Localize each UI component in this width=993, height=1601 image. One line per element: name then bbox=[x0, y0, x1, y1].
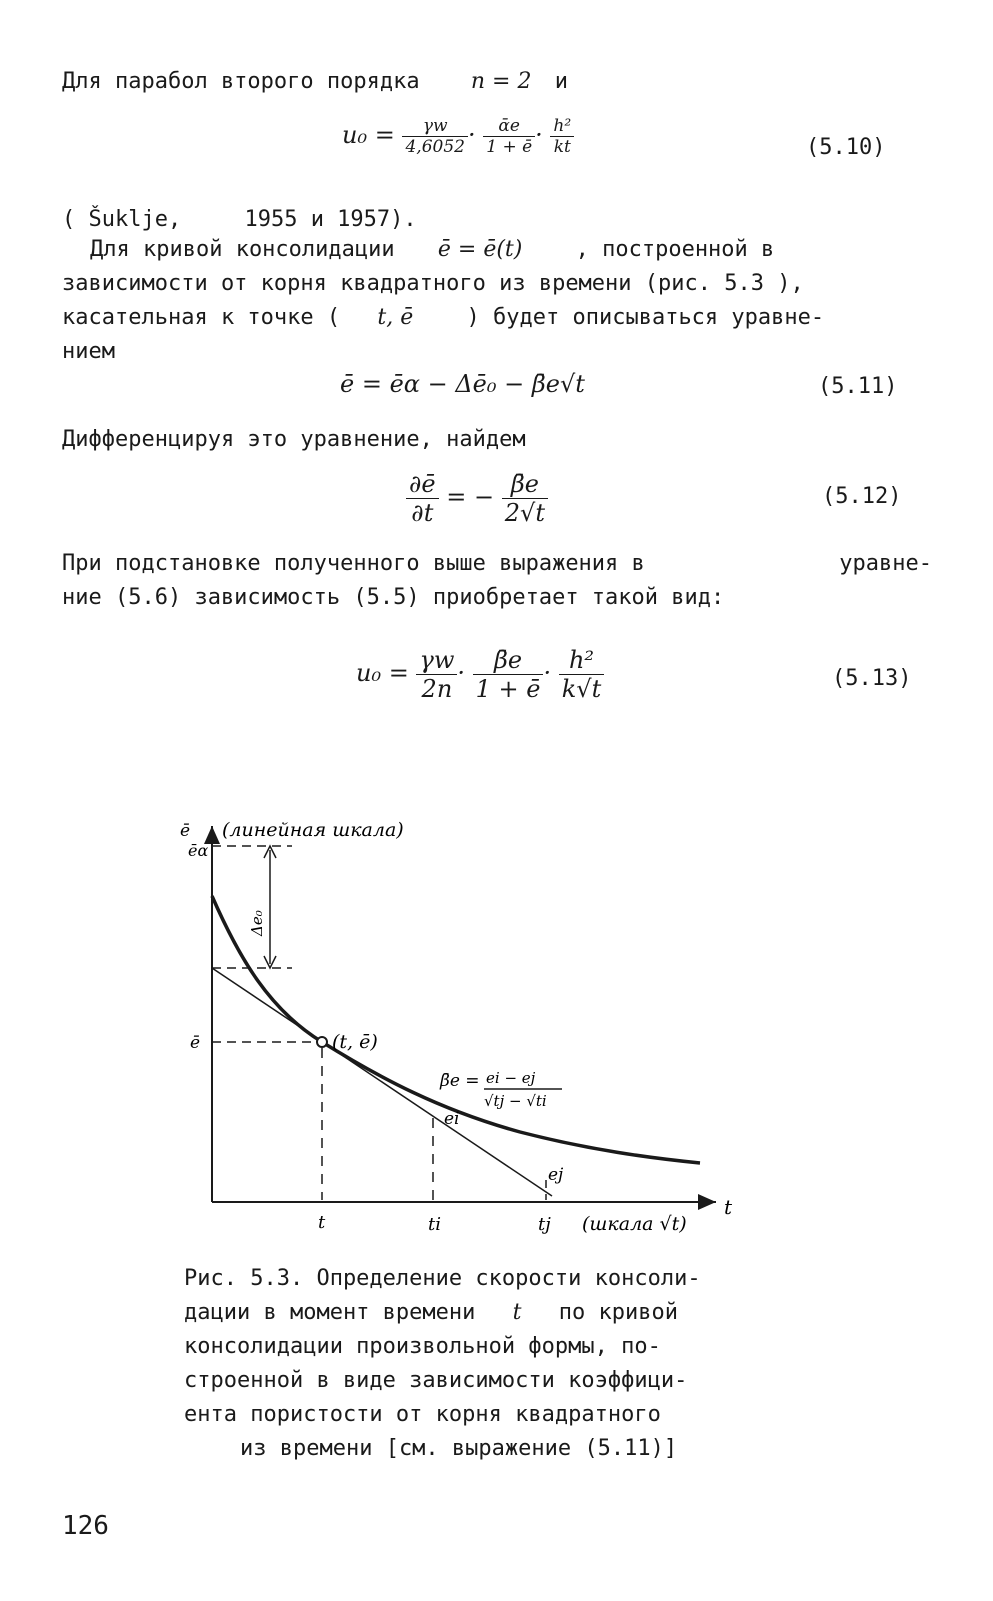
paragraph-4-line: ние (5.6) зависимость (5.5) приобретает такой вид: bbox=[62, 585, 725, 610]
text-span: касательная к точке ( bbox=[62, 305, 341, 330]
slope-denominator: √tj − √ti bbox=[484, 1092, 547, 1110]
slope-numerator: ei − ej bbox=[486, 1069, 536, 1087]
figure-caption-line: ента пористости от корня квадратного bbox=[184, 1402, 661, 1427]
e-bar-label: ē bbox=[190, 1033, 201, 1053]
math-inline: t bbox=[512, 1300, 522, 1325]
numerator: ᾱe bbox=[483, 116, 535, 137]
text-span: и bbox=[554, 69, 568, 94]
figure-caption-line: консолидации произвольной формы, по- bbox=[184, 1334, 661, 1359]
equation-5-10: u₀ = $\frac{\gamma w}{4,6052}$ · $\frac{\text{ᾱe}}{1 + ē}$ · $\frac{\text{h²}}{kt}$ bbox=[342, 116, 574, 157]
paragraph-2-line: зависимости от корня квадратного из времени (рис. 5.3 ), bbox=[62, 271, 804, 296]
math-inline: ē = ē(t) bbox=[437, 237, 523, 262]
numerator: ∂ē bbox=[406, 470, 439, 499]
numerator: γw bbox=[402, 116, 467, 137]
text-span: уравне- bbox=[839, 551, 932, 576]
page-number: 126 bbox=[62, 1511, 109, 1541]
denominator: 2√t bbox=[504, 499, 545, 527]
tj-tick-label: tj bbox=[538, 1214, 551, 1235]
denominator: 1 + ē bbox=[486, 137, 533, 157]
slope-lhs: β̄e = bbox=[440, 1071, 480, 1091]
eq-sign: = − bbox=[446, 483, 495, 511]
citation-author: ( Šuklje, bbox=[62, 207, 182, 232]
denominator: kt bbox=[553, 137, 571, 157]
denominator: 4,6052 bbox=[405, 137, 465, 157]
text-span: , построенной в bbox=[575, 237, 775, 262]
point-label: (t, ē) bbox=[332, 1031, 378, 1053]
equation-number: (5.11) bbox=[818, 374, 898, 399]
e-alpha-label: ēα bbox=[188, 841, 209, 860]
denominator: 1 + ē bbox=[475, 675, 541, 703]
denominator: ∂t bbox=[411, 499, 434, 527]
figure-caption-line bbox=[184, 1296, 678, 1330]
y-axis-scale-label: (линейная шкала) bbox=[222, 819, 404, 841]
ei-label: ei bbox=[444, 1109, 460, 1129]
figure-caption-line: Рис. 5.3. Определение скорости консоли- bbox=[184, 1266, 701, 1291]
equation-number: (5.13) bbox=[832, 666, 912, 691]
text-span: дации в момент времени bbox=[184, 1300, 476, 1325]
ej-label: ej bbox=[548, 1165, 564, 1185]
paragraph-2-line: нием bbox=[62, 339, 115, 364]
equation-5-13: u₀ = $\frac{\gamma w}{2n}$ · $\frac{\betāe}{1 + ē}$ · $\frac{\text{h²}}{k√t}$ bbox=[356, 646, 604, 703]
text-span: ) будет описываться уравне- bbox=[466, 305, 825, 330]
equation-number: (5.10) bbox=[806, 135, 886, 160]
text-span: При подстановке полученного выше выражения в bbox=[62, 551, 645, 576]
citation-years: 1955 и 1957). bbox=[244, 207, 417, 232]
paragraph-3: Дифференцируя это уравнение, найдем bbox=[62, 427, 526, 452]
eq-lhs: u₀ = bbox=[342, 121, 395, 149]
eq-lhs: u₀ = bbox=[356, 659, 409, 687]
equation-5-11: ē = ēα − Δē₀ − β̄e√t bbox=[340, 370, 585, 398]
numerator: h² bbox=[550, 116, 574, 137]
numerator: β̄e bbox=[473, 646, 544, 675]
numerator: β̄e bbox=[502, 470, 548, 499]
math-n-equals-2: n = 2 bbox=[470, 69, 532, 94]
numerator: γw bbox=[416, 646, 457, 675]
denominator: 2n bbox=[421, 675, 453, 703]
ti-tick-label: ti bbox=[428, 1214, 441, 1235]
tangent-point bbox=[317, 1037, 327, 1047]
t-axis-label: t bbox=[724, 1195, 733, 1219]
denominator: k√t bbox=[561, 675, 602, 703]
text-span: Для кривой консолидации bbox=[90, 237, 395, 262]
equation-number: (5.12) bbox=[822, 484, 902, 509]
figure-caption-line: из времени [см. выражение (5.11)] bbox=[240, 1436, 678, 1461]
figure-caption-line: строенной в виде зависимости коэффици- bbox=[184, 1368, 688, 1393]
numerator: h² bbox=[559, 646, 604, 675]
text-span: по кривой bbox=[558, 1300, 678, 1325]
y-axis-label: ē bbox=[180, 821, 191, 841]
math-inline: t, ē bbox=[377, 305, 414, 330]
x-axis-scale-label: (шкала √t) bbox=[582, 1213, 687, 1235]
text-span: Для парабол второго порядка bbox=[62, 69, 420, 94]
delta-e0-label: Δe₀ bbox=[248, 910, 266, 936]
t-tick-label: t bbox=[318, 1212, 326, 1233]
